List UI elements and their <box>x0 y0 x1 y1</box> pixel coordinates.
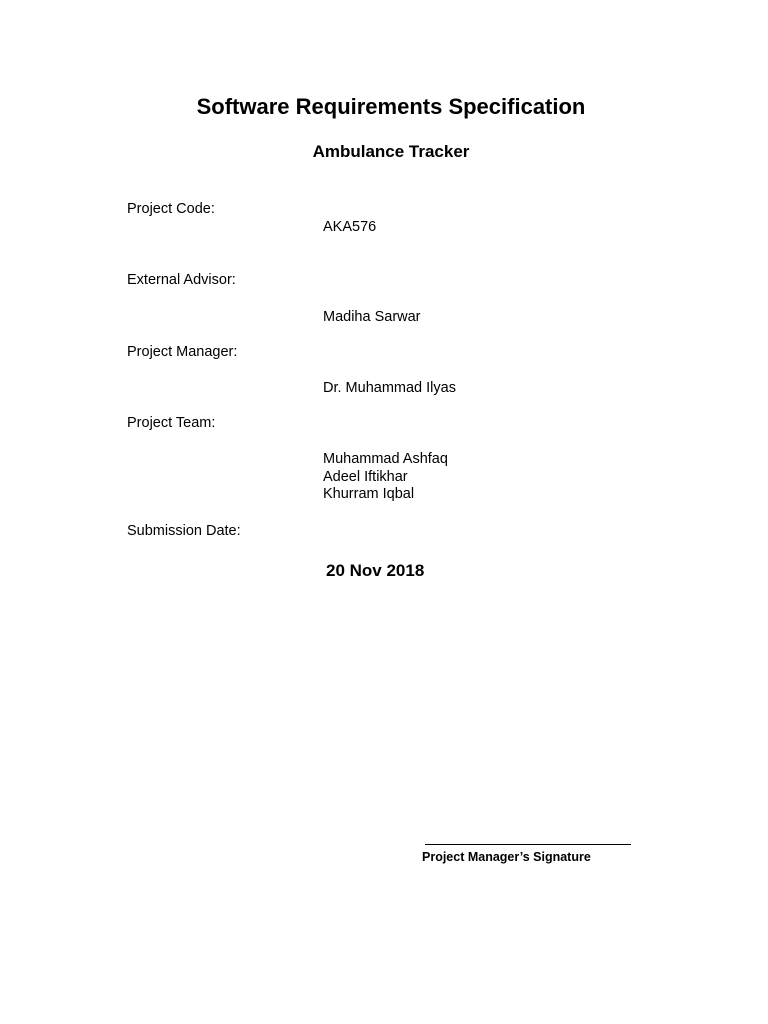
document-title: Software Requirements Specification <box>196 94 586 119</box>
project-name: Ambulance Tracker <box>312 142 470 161</box>
team-member: Khurram Iqbal <box>323 486 415 502</box>
project-manager-label: Project Manager: <box>127 344 238 360</box>
signature-line <box>425 844 631 845</box>
project-manager-value: Dr. Muhammad Ilyas <box>323 380 456 396</box>
project-team-label: Project Team: <box>127 415 216 431</box>
external-advisor-value: Madiha Sarwar <box>323 309 421 325</box>
team-member: Adeel Iftikhar <box>323 468 408 485</box>
external-advisor-label: External Advisor: <box>127 272 236 288</box>
submission-date-label: Submission Date: <box>127 523 241 539</box>
signature-label: Project Manager’s Signature <box>422 850 591 864</box>
project-code-label: Project Code: <box>127 201 215 217</box>
submission-date-value: 20 Nov 2018 <box>326 561 425 580</box>
project-team-list <box>323 451 448 504</box>
team-member: Muhammad Ashfaq <box>323 451 448 467</box>
project-code-value: AKA576 <box>323 219 377 235</box>
